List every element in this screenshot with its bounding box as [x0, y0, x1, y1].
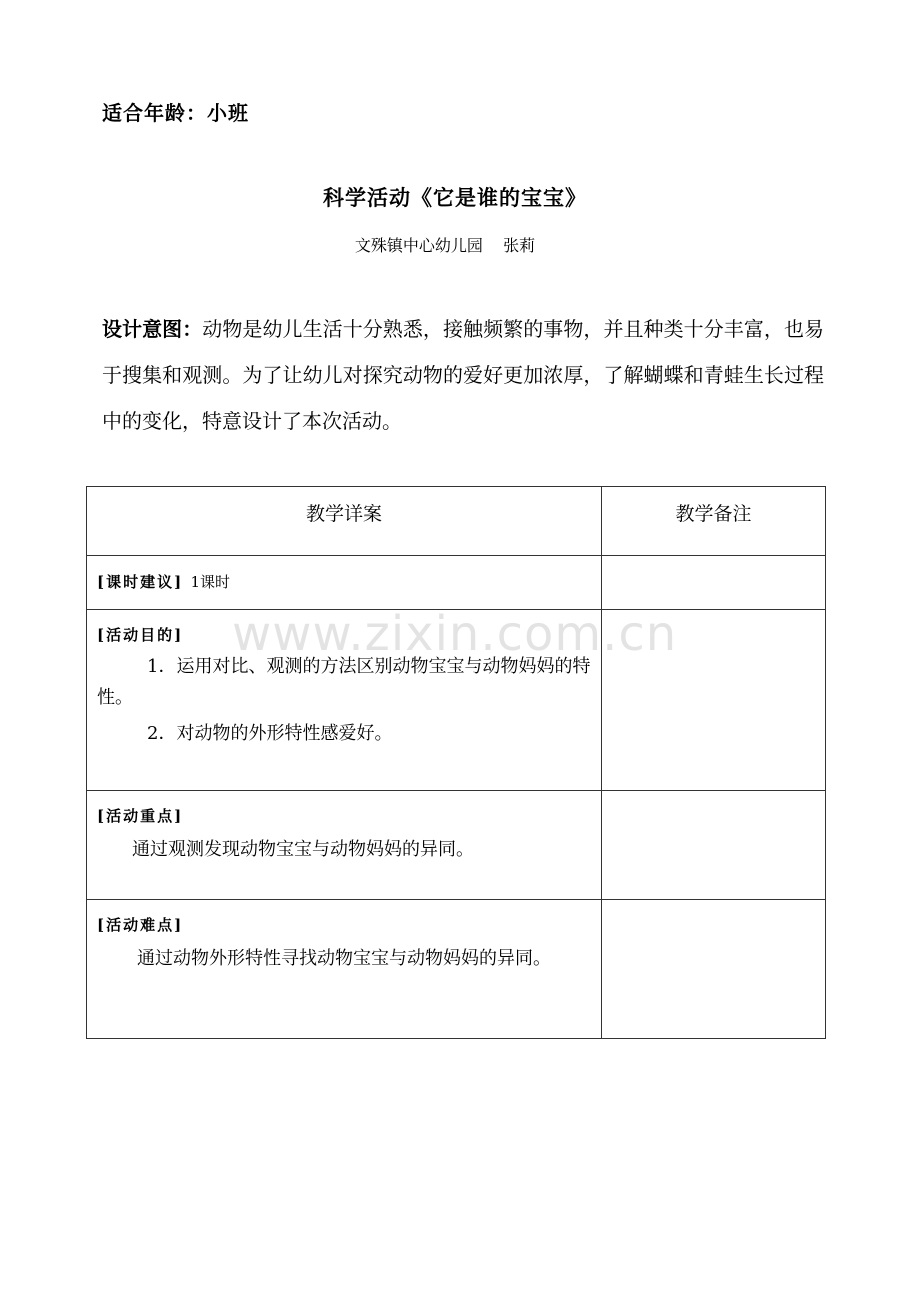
key-point-text: 通过观测发现动物宝宝与动物妈妈的异同。 [132, 839, 474, 860]
notes-cell [602, 556, 826, 610]
notes-cell [602, 791, 826, 900]
table-header-row [87, 487, 826, 556]
goal-item: 1．运用对比、观测的方法区别动物宝宝与动物妈妈的特性。 [97, 656, 591, 708]
difficulty-cell [87, 900, 602, 1039]
notes-cell [602, 900, 826, 1039]
goal-item: 2．对动物的外形特性感爱好。 [147, 723, 393, 744]
hours-label: [课时建议] [97, 573, 184, 591]
header-notes-label: 教学备注 [675, 503, 752, 525]
notes-cell [602, 610, 826, 791]
table-row [87, 610, 826, 791]
design-intent-text: 动物是幼儿生活十分熟悉，接触频繁的事物，并且种类十分丰富，也易于搜集和观测。为了让幼儿对探究动物的爱好更加浓厚，了解蝴蝶和青蛙生长过程中的变化，特意设计了本次活动。 [102, 317, 825, 433]
design-intent-label: 设计意图： [102, 317, 203, 341]
header-lesson-plan-label: 教学详案 [305, 503, 382, 525]
table-row [87, 556, 826, 610]
hours-section [87, 556, 601, 592]
hours-value: 1课时 [190, 573, 230, 591]
lesson-plan-table [86, 486, 826, 1039]
goals-cell [87, 610, 602, 791]
goals-label: [活动目的] [97, 626, 184, 644]
design-intent [102, 306, 824, 444]
difficulty-label: [活动难点] [97, 916, 184, 934]
author-line: 文殊镇中心幼儿园 张莉 [354, 236, 536, 255]
key-point-label: [活动重点] [97, 807, 184, 825]
age-line: 适合年龄：小班 [102, 101, 249, 125]
watermark: www.zixin.com.cn [232, 606, 678, 662]
header-lesson-plan [87, 487, 602, 556]
header-notes [602, 487, 826, 556]
difficulty-text: 通过动物外形特性寻找动物宝宝与动物妈妈的异同。 [137, 948, 551, 969]
table-row [87, 900, 826, 1039]
table-row [87, 791, 826, 900]
key-point-cell [87, 791, 602, 900]
page-title: 科学活动《它是谁的宝宝》 [323, 185, 587, 210]
hours-cell [87, 556, 602, 610]
